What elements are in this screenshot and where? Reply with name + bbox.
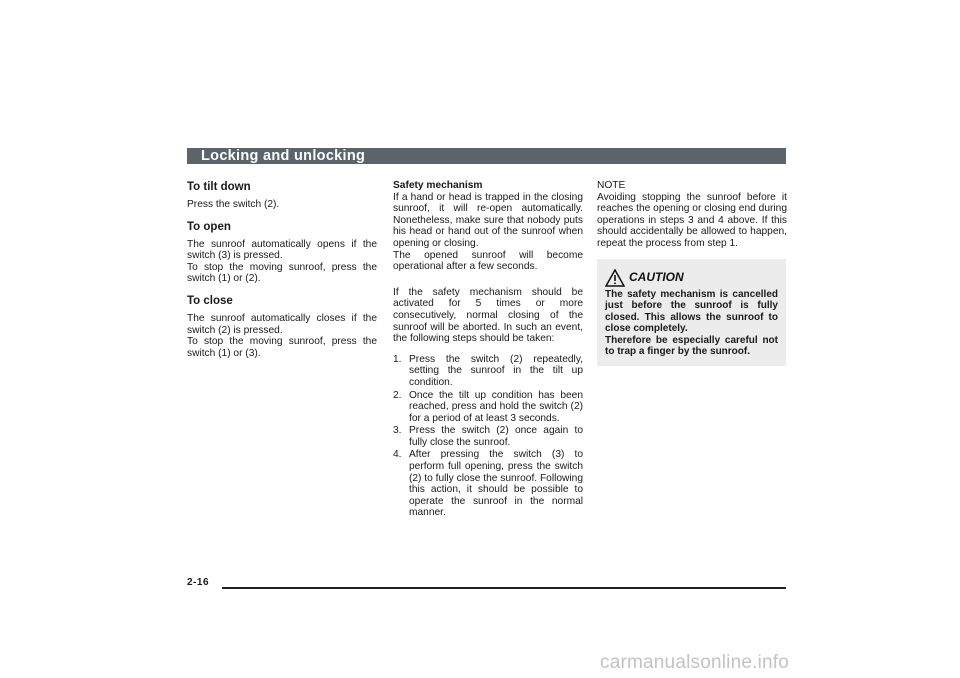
column-right [597, 180, 787, 366]
safety-block [393, 180, 583, 273]
note-text: Avoiding stopping the sunroof before it reaches the opening or closing end during operations in steps 3 and 4 above. If this should accidentally be allowed to happen, repeat the process from step 1. [597, 191, 787, 249]
column-middle [393, 180, 583, 520]
open-heading: To open [187, 220, 231, 233]
caution-text [605, 289, 778, 358]
safety-text-2: The opened sunroof will become operational after a few seconds. [393, 249, 583, 273]
tilt-down-heading: To tilt down [187, 181, 251, 193]
section-title: Locking and unlocking [201, 148, 366, 164]
safety-text-3: If the safety mechanism should be activated for 5 times or more consecutively, normal closing of the sunroof will be aborted. In such an event, the following steps should be taken: [393, 286, 583, 345]
caution-box [597, 259, 786, 366]
warning-triangle-icon [605, 269, 625, 287]
page-number: 2-16 [187, 577, 210, 588]
caution-text-2: Therefore be especially careful not to trap a finger by the sunroof. [605, 334, 778, 358]
close-text [187, 313, 377, 359]
caution-title: CAUTION [629, 269, 684, 284]
watermark-text: carmanualsonline.info [600, 652, 790, 673]
close-text-1: The sunroof automatically closes if the switch (2) is pressed. [187, 312, 377, 336]
column-left [187, 180, 377, 368]
note-label: NOTE [597, 180, 626, 191]
safety-heading: Safety mechanism [393, 180, 483, 191]
steps-list [393, 354, 583, 519]
list-item: 3. Press the switch (2) once again to fully close the sunroof. [393, 425, 583, 448]
tilt-down-text: Press the switch (2). [187, 199, 280, 210]
section-header-bar [187, 148, 786, 164]
list-item: 2. Once the tilt up condition has been reached, press and hold the switch (2) for a period of at least 3 seconds. [393, 389, 583, 424]
safety-text-1: If a hand or head is trapped in the closing sunroof, it will re-open automatically. Nonetheless, make sure that nobody puts his head or hand out of the sunroof when opening or closing. [393, 191, 583, 249]
list-item: 4. After pressing the switch (3) to perform full opening, press the switch (2) to fully close the sunroof. Following this action, it should be possible to operate the sunroof in the normal manner. [393, 449, 583, 519]
open-text-2: To stop the moving sunroof, press the switch (1) or (2). [187, 261, 377, 285]
caution-header [605, 269, 778, 287]
list-item: 1. Press the switch (2) repeatedly, setting the sunroof in the tilt up condition. [393, 353, 583, 388]
close-heading: To close [187, 294, 233, 307]
open-text-1: The sunroof automatically opens if the switch (3) is pressed. [187, 238, 377, 262]
note-block [597, 180, 787, 250]
footer-rule [222, 587, 786, 589]
open-text [187, 239, 377, 285]
caution-text-1: The safety mechanism is cancelled just before the sunroof is fully closed. This allows the sunroof to close completely. [605, 288, 778, 335]
close-text-2: To stop the moving sunroof, press the switch (1) or (3). [187, 336, 377, 359]
